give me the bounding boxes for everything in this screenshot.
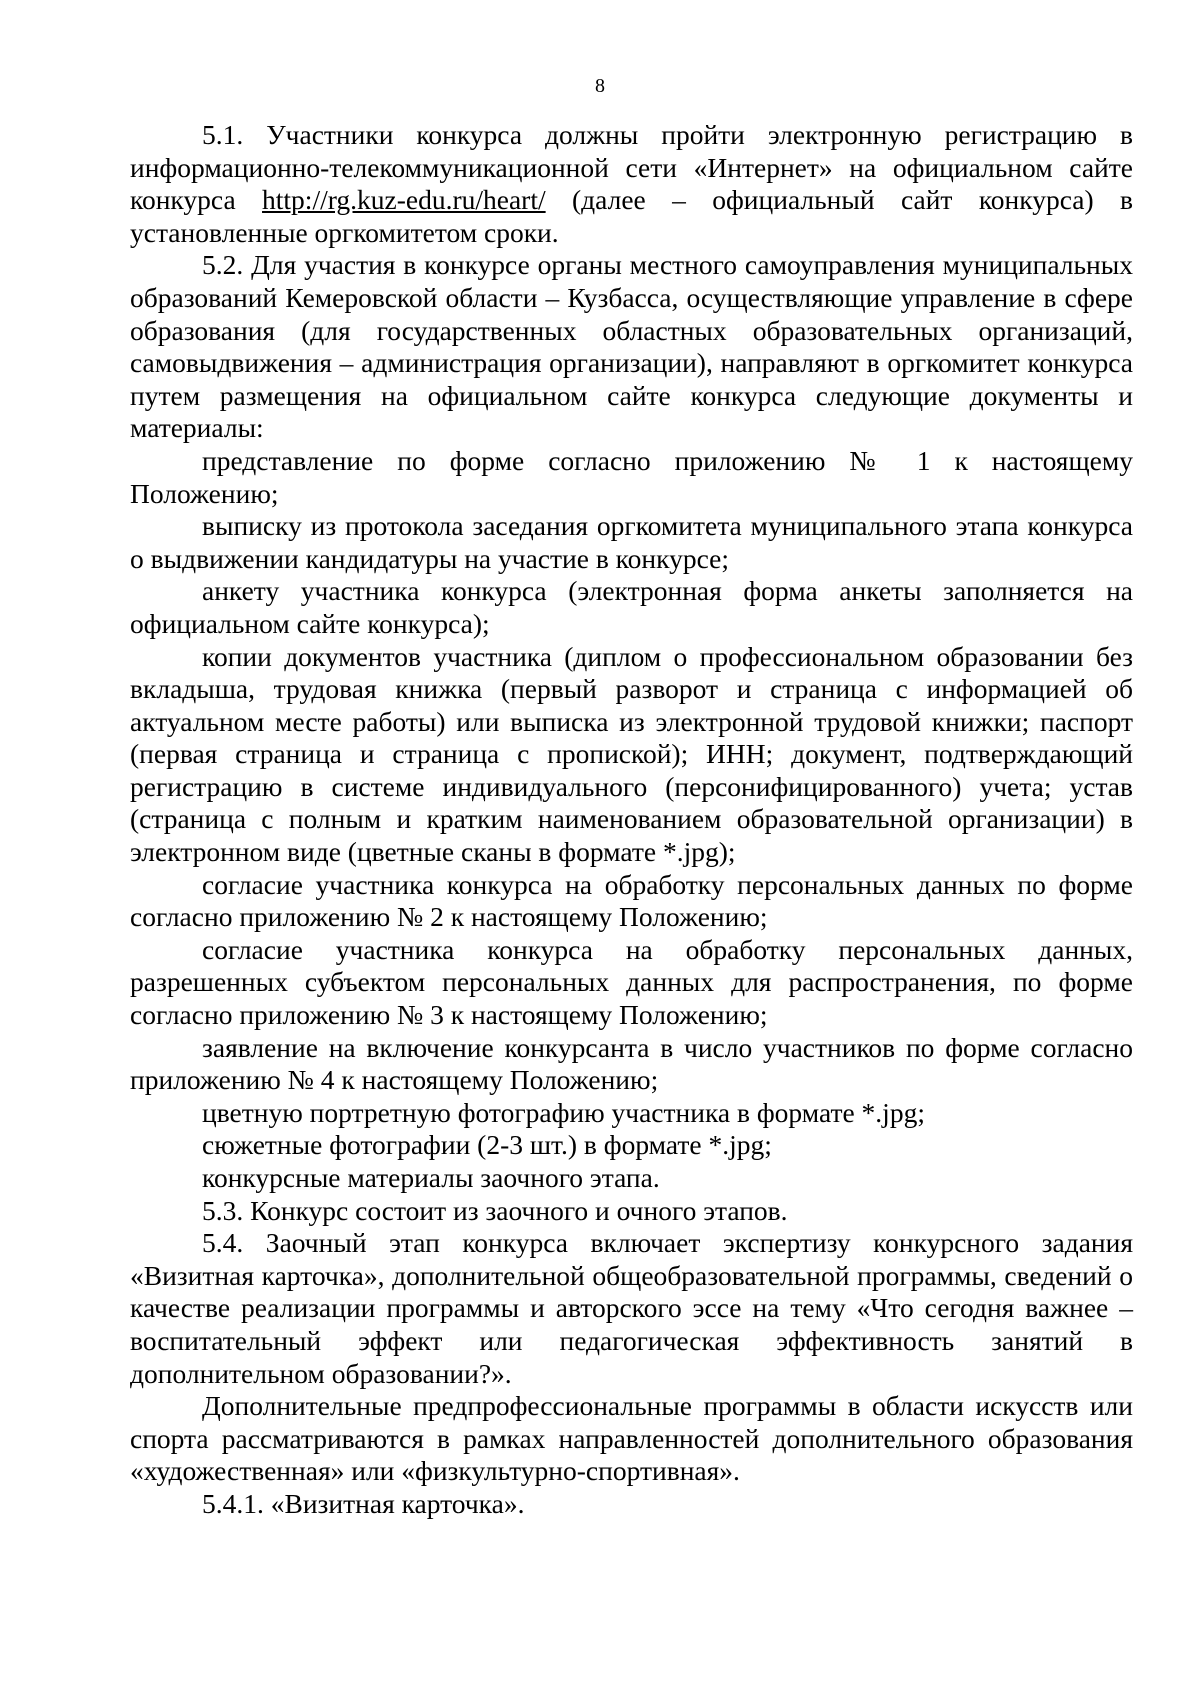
list-item-story-photos: сюжетные фотографии (2-3 шт.) в формате *.jpg; xyxy=(202,1129,772,1161)
list-item-portrait-photo: цветную портретную фотографию участника в формате *.jpg; xyxy=(202,1096,925,1128)
list-item-application: заявление на включение конкурсанта в число участников по форме согласно приложению № 4 к настоящему Положению; xyxy=(130,1031,1133,1096)
paragraph-5-4: 5.4. Заочный этап конкурса включает экспертизу конкурсного задания «Визитная карточка», дополнительной общеобразовательной программы, сведений о качестве реализации программы и авторского эссе на тему «Что сегодня важнее – воспитательный эффект или педагогическая эффективность занятий в дополнительном образовании?». xyxy=(130,1227,1133,1389)
list-item-protocol-extract: выписку из протокола заседания оргкомитета муниципального этапа конкурса о выдвижении кандидатуры на участие в конкурсе; xyxy=(130,510,1133,574)
page-number: 8 xyxy=(595,75,605,97)
list-item-questionnaire: анкету участника конкурса (электронная форма анкеты заполняется на официальном сайте конкурса); xyxy=(130,575,1133,639)
list-item-consent-distribution: согласие участника конкурса на обработку персональных данных, разрешенных субъектом персональных данных для распространения, по форме согласно приложению № 3 к настоящему Положению; xyxy=(130,933,1133,1031)
list-item-submission: представление по форме согласно приложению № 1 к настоящему Положению; xyxy=(130,444,1133,509)
paragraph-5-1-text-end: (далее – официальный сайт конкурса) в установленные оргкомитетом сроки. xyxy=(130,184,1133,248)
paragraph-5-4-1: 5.4.1. «Визитная карточка». xyxy=(202,1487,525,1519)
list-item-consent-processing: согласие участника конкурса на обработку персональных данных по форме согласно приложению № 2 к настоящему Положению; xyxy=(130,868,1133,933)
paragraph-5-1-text-start: 5.1. Участники конкурса должны пройти электронную регистрацию в информационно-телекоммуникационной сети «Интернет» на официальном сайте конкурса xyxy=(130,119,1133,216)
list-item-document-copies: копии документов участника (диплом о профессиональном образовании без вкладыша, трудовая книжка (первый разворот и страница с информацией об актуальном месте работы) или выписка из электронной трудовой книжки; паспорт (первая страница и страница с пропиской); ИНН; документ, подтверждающий регистрацию в системе индивидуального (персонифицированного) учета; устав (страница с полным и кратким наименованием образовательной организации) в электронном виде (цветные сканы в формате *.jpg); xyxy=(130,640,1133,868)
paragraph-preprofessional-programs: Дополнительные предпрофессиональные программы в области искусств или спорта рассматриваются в рамках направленностей дополнительного образования «художественная» или «физкультурно-спортивная». xyxy=(130,1390,1133,1487)
contest-website-link[interactable]: http://rg.kuz-edu.ru/heart/ xyxy=(262,184,546,216)
document-body xyxy=(130,119,1133,1521)
paragraph-5-1 xyxy=(130,119,1133,249)
paragraph-5-2: 5.2. Для участия в конкурсе органы местного самоуправления муниципальных образований Кемеровской области – Кузбасса, осуществляющие управление в сфере образования (для государственных областных образовательных организаций, самовыдвижения – администрация организации), направляют в оргкомитет конкурса путем размещения на официальном сайте конкурса следующие документы и материалы: xyxy=(130,249,1133,444)
list-item-contest-materials: конкурсные материалы заочного этапа. xyxy=(202,1162,660,1193)
paragraph-5-3: 5.3. Конкурс состоит из заочного и очного этапов. xyxy=(202,1194,788,1226)
